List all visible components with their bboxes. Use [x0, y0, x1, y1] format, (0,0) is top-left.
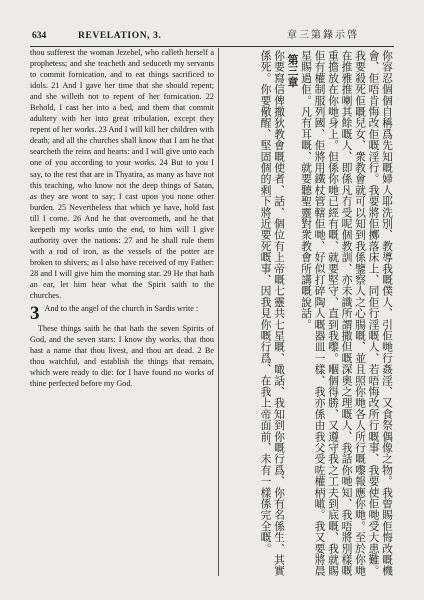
- chapter-first-line: And to the angel of the church in Sardis write :: [44, 304, 199, 314]
- chapter-number: 3: [30, 303, 40, 325]
- page-header: [32, 29, 393, 43]
- chapter-block: [30, 303, 214, 325]
- english-column: [30, 47, 214, 587]
- book-title-english: REVELATION, 3.: [78, 31, 162, 41]
- chinese-chapter-heading: 第三章: [286, 54, 300, 88]
- chinese-paragraph: 你要寫信俾撒狄教會嘅使者、話、個位有上帝嘅七靈共七星嘅、噉話、我知到你嘅行爲、你有名係生、其實係死。你要儆醒、堅固個的剩下將近要死嘅事、因我見你嘅行爲、在我上帝面前、未有一樣係完全嘅。: [259, 50, 286, 577]
- chinese-paragraph: 你容忍個個自稱爲先知嘅婦人耶洗別、教導我嘅僕人、引佢哋行姦淫、又食祭偶像之物。我曾賜佢悔改嘅機會、佢唔肯悔改佢嘅淫行。我要將佢擲落床上、同佢行淫嘅人、若唔悔改所行嘅事、我要使佢哋受大患難。我要殺死佢嘅兒女、衆教會就可以知到我係鑒察人之心腸嘅、並且照你哋各人所行嘅嚟報應你哋。至於你哋在推雅推喇其餘嘅人、即係凡冇受呢個教訓、亦未識所謂撒但嘅深奧之理嘅人、我話你哋知、我唔將別樣嘅重擔放在你哋身上。但係你哋已經有嘅、就要堅守、直到我嚟。嗰個得勝、又遵守我之工夫到底嘅、我就賜佢有權制服列國、佢將用鐵杖管轄佢哋、好似打碎陶人嘅器皿一樣、我亦係由我父受咗權柄噉。我又要將晨星賜過佢。凡有耳嘅、就要聽聖靈對衆教會所講嘅說話。: [300, 50, 394, 577]
- chinese-column: [222, 50, 394, 580]
- column-divider: [218, 48, 219, 576]
- page-number-left: 634: [32, 31, 47, 41]
- book-title-chinese: 章三第錄示啓: [287, 30, 359, 41]
- english-paragraph: These things saith he that hath the seven Spirits of God, and the seven stars: I know thy works, that thou hast a name that thou livest, and thou art dead. 2 Be thou watchful, and establish the things that remain, which were ready to die: for I have found no works of thine perfected before my God.: [30, 324, 214, 389]
- english-paragraph: thou sufferest the woman Jezebel, who calleth herself a prophetess; and she teacheth and seduceth my servants to commit fornication, and to eat things sacrificed to idols. 21 And I gave her time that she should repent; and she willeth not to repent of her fornication. 22 Behold, I cast her into a bed, and them that commit adultery with her into great tribulation, except they repent of her works. 23 And I will kill her children with death; and all the churches shall know that I am he that searcheth the reins and hearts: and I will give unto each one of you according to your works. 24 But to you I say, to the rest that are in Thyatira, as many as have not this teaching, who know not the deep things of Satan, as they are wont to say; I cast upon you none other burden. 25 Nevertheless that which ye have, hold fast till I come. 26 And he that overcometh, and he that keepeth my works unto the end, to him will I give authority over the nations: 27 and he shall rule them with a rod of iron, as the vessels of the potter are broken to shivers; as I also have received of my Father: 28 and I will give him the morning star. 29 He that hath an ear, let him hear what the Spirit saith to the churches.: [30, 48, 214, 301]
